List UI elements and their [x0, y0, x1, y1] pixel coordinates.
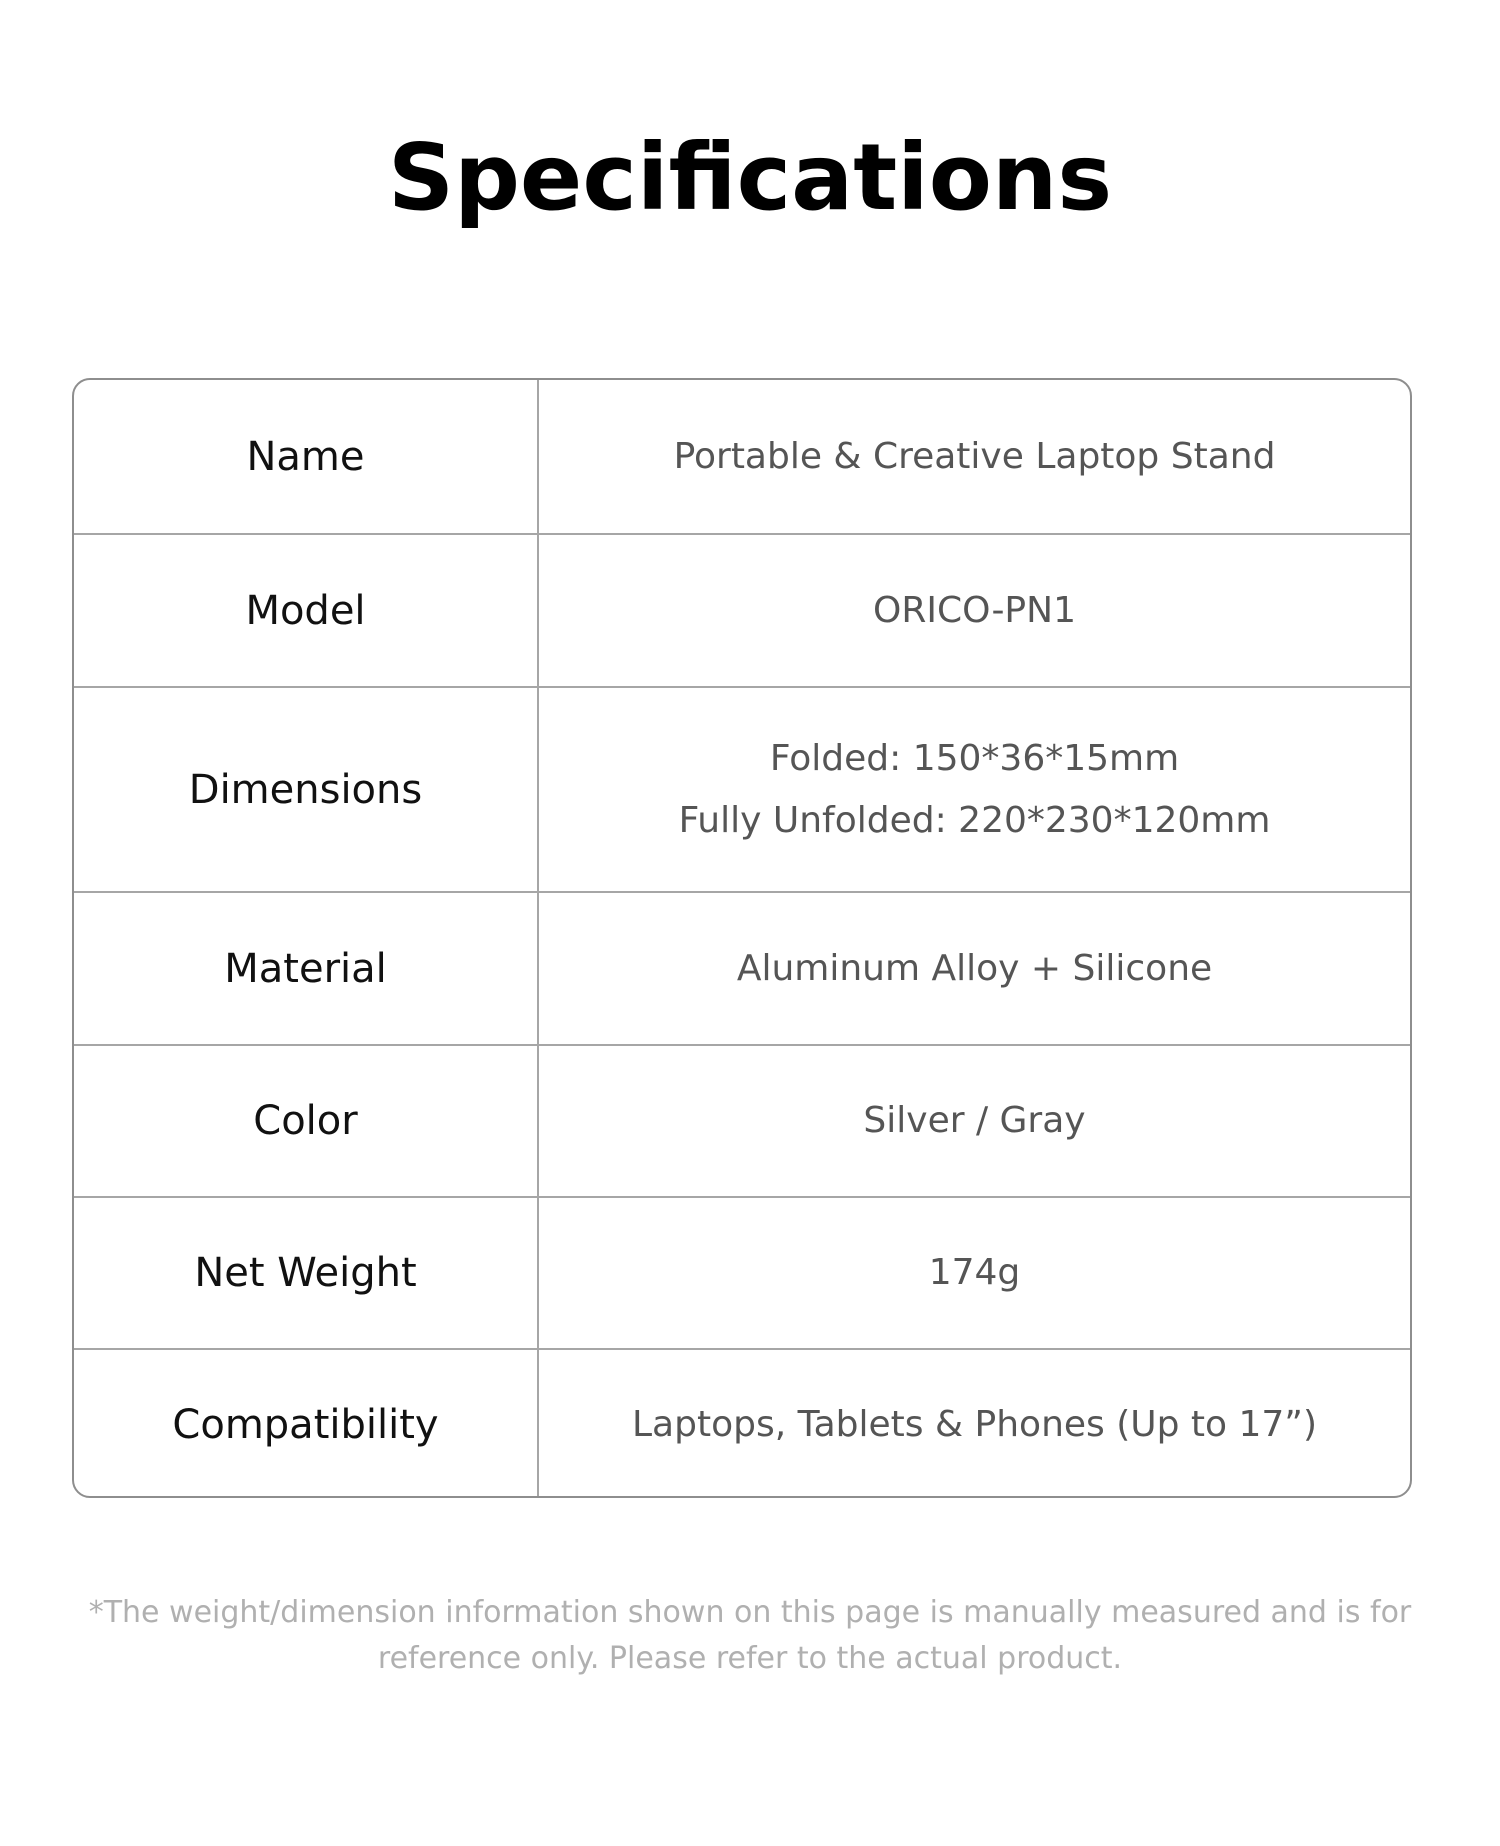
disclaimer-footnote: *The weight/dimension information shown on this page is manually measured and is for reference only. Please refer to the actual product. [88, 1595, 1412, 1676]
spec-label-dimensions: Dimensions [74, 688, 539, 891]
spec-value-material [539, 893, 1410, 1044]
spec-label-model: Model [74, 535, 539, 686]
spec-row-model [74, 533, 1410, 686]
spec-value-dimensions [539, 688, 1410, 891]
spec-row-dimensions [74, 686, 1410, 891]
spec-row-net-weight [74, 1196, 1410, 1348]
spec-value-line: 174g [928, 1252, 1021, 1293]
spec-value-line: Portable & Creative Laptop Stand [673, 435, 1276, 477]
spec-value-line: Aluminum Alloy + Silicone [736, 947, 1213, 989]
spec-label-material: Material [74, 893, 539, 1044]
spec-value-name [539, 380, 1410, 533]
spec-value-net-weight [539, 1198, 1410, 1348]
spec-row-name [74, 380, 1410, 533]
spec-table [72, 378, 1412, 1498]
spec-row-material [74, 891, 1410, 1044]
spec-value-line: ORICO-PN1 [873, 589, 1076, 631]
spec-value-line: Folded: 150*36*15mm [769, 737, 1180, 779]
spec-row-compatibility [74, 1348, 1410, 1498]
spec-value-compatibility [539, 1350, 1410, 1498]
spec-value-line: Fully Unfolded: 220*230*120mm [678, 799, 1271, 841]
page-title: Specifications [387, 124, 1113, 231]
spec-label-name: Name [74, 380, 539, 533]
spec-value-model [539, 535, 1410, 686]
spec-value-color [539, 1046, 1410, 1196]
spec-label-compatibility: Compatibility [74, 1350, 539, 1498]
spec-row-color [74, 1044, 1410, 1196]
spec-value-line: Silver / Gray [863, 1100, 1086, 1141]
spec-label-color: Color [74, 1046, 539, 1196]
spec-label-net-weight: Net Weight [74, 1198, 539, 1348]
spec-value-line: Laptops, Tablets & Phones (Up to 17”) [631, 1404, 1318, 1445]
